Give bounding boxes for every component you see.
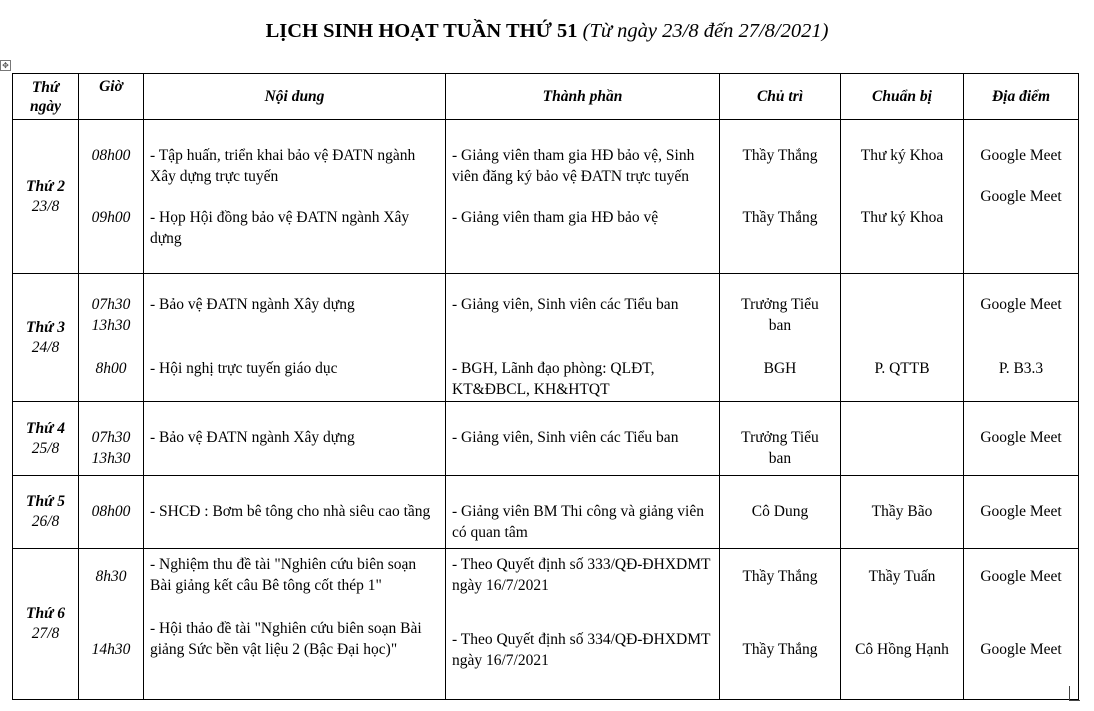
time-value: 8h30: [95, 568, 127, 585]
content-cell: [144, 120, 446, 274]
content-text: - SHCĐ : Bơm bê tông cho nhà siêu cao tầng: [150, 503, 431, 520]
location-text: Google Meet: [980, 188, 1062, 205]
day-date: 25/8: [31, 439, 60, 457]
table-row: [13, 549, 1079, 700]
header-content: Nội dung: [144, 74, 446, 120]
prepare-cell: [841, 402, 964, 476]
content-cell: [144, 402, 446, 476]
host-cell: [720, 549, 841, 700]
participants-text: - Giảng viên tham gia HĐ bảo vệ, Sinh viên đăng ký bảo vệ ĐATN trực tuyến: [452, 147, 695, 185]
content-text: - Họp Hội đồng bảo vệ ĐATN ngành Xây dựng: [150, 209, 410, 247]
host-text: Thầy Thắng: [742, 147, 818, 164]
day-cell: [13, 120, 79, 274]
participants-cell: [446, 549, 720, 700]
header-row: [13, 74, 1079, 120]
host-text: Trưởng Tiểu ban: [741, 296, 819, 334]
content-text: - Bảo vệ ĐATN ngành Xây dựng: [150, 429, 355, 446]
header-time: Giờ: [79, 74, 144, 120]
participants-cell: [446, 120, 720, 274]
day-label: Thứ 2: [26, 177, 65, 195]
participants-text: - Giảng viên BM Thi công và giảng viên có quan tâm: [452, 503, 704, 541]
participants-text: - Giảng viên tham gia HĐ bảo vệ: [452, 209, 659, 226]
host-cell: [720, 120, 841, 274]
content-text: - Hội nghị trực tuyến giáo dục: [150, 360, 338, 377]
location-cell: [964, 120, 1079, 274]
header-participants: Thành phần: [446, 74, 720, 120]
table-row: [13, 274, 1079, 402]
location-cell: [964, 476, 1079, 549]
prepare-text: P. QTTB: [874, 360, 930, 377]
table-move-handle-icon[interactable]: ✥: [0, 60, 11, 71]
participants-cell: [446, 402, 720, 476]
day-date: 26/8: [31, 513, 60, 530]
day-date: 23/8: [31, 197, 60, 215]
participants-cell: [446, 274, 720, 402]
content-cell: [144, 549, 446, 700]
prepare-cell: [841, 120, 964, 274]
host-text: Trưởng Tiểu ban: [741, 429, 819, 467]
prepare-text: Cô Hồng Hạnh: [855, 641, 949, 658]
schedule-table: [12, 73, 1079, 700]
prepare-cell: [841, 476, 964, 549]
content-cell: [144, 274, 446, 402]
time-value: 09h00: [91, 209, 131, 226]
day-cell: [13, 402, 79, 476]
table-row: [13, 402, 1079, 476]
header-location: Địa điểm: [964, 74, 1079, 120]
participants-text: - BGH, Lãnh đạo phòng: QLĐT, KT&ĐBCL, KH&HTQT: [452, 360, 655, 398]
location-cell: [964, 549, 1079, 700]
time-value: 08h00: [91, 147, 131, 164]
day-cell: [13, 274, 79, 402]
prepare-text: Thư ký Khoa: [860, 209, 944, 226]
day-label: Thứ 5: [26, 493, 65, 510]
header-host: Chủ trì: [720, 74, 841, 120]
table-resize-handle-icon[interactable]: [1069, 686, 1080, 701]
table-row: [13, 120, 1079, 274]
day-cell: [13, 549, 79, 700]
time-value: 07h30: [91, 429, 131, 446]
time-cell: [79, 274, 144, 402]
host-text: Thầy Thắng: [742, 568, 818, 585]
time-cell: [79, 120, 144, 274]
host-cell: [720, 476, 841, 549]
participants-text: - Theo Quyết định số 334/QĐ-ĐHXDMT ngày 16/7/2021: [452, 631, 711, 669]
location-text: P. B3.3: [998, 360, 1044, 377]
location-text: Google Meet: [980, 568, 1062, 585]
header-day: Thứ ngày: [13, 74, 79, 120]
location-cell: [964, 402, 1079, 476]
location-text: Google Meet: [980, 641, 1062, 658]
day-date: 24/8: [31, 338, 60, 356]
title-date-range: (Từ ngày 23/8 đến 27/8/2021): [582, 20, 829, 42]
content-text: - Bảo vệ ĐATN ngành Xây dựng: [150, 296, 355, 313]
content-text: - Tập huấn, triển khai bảo vệ ĐATN ngành Xây dựng trực tuyến: [150, 147, 416, 185]
participants-text: - Giảng viên, Sinh viên các Tiểu ban: [452, 429, 679, 446]
content-text: - Hội thảo đề tài "Nghiên cứu biên soạn Bài giảng Sức bền vật liệu 2 (Bậc Đại học)": [150, 620, 422, 658]
location-text: Google Meet: [980, 296, 1062, 313]
participants-text: - Theo Quyết định số 333/QĐ-ĐHXDMT ngày 16/7/2021: [452, 556, 711, 594]
prepare-cell: [841, 274, 964, 402]
time-value: 07h30: [91, 296, 131, 313]
header-prepare: Chuẩn bị: [841, 74, 964, 120]
day-cell: [13, 476, 79, 549]
page-title: [0, 20, 1094, 43]
host-cell: [720, 402, 841, 476]
title-main: LỊCH SINH HOẠT TUẦN THỨ 51: [265, 20, 578, 42]
host-text: BGH: [763, 360, 797, 377]
host-text: Thầy Thắng: [742, 209, 818, 226]
location-text: Google Meet: [980, 503, 1062, 520]
content-cell: [144, 476, 446, 549]
host-text: Cô Dung: [751, 503, 809, 520]
time-value: 14h30: [91, 641, 131, 658]
content-text: - Nghiệm thu đề tài "Nghiên cứu biên soạn Bài giảng kết câu Bê tông cốt thép 1": [150, 556, 417, 594]
participants-cell: [446, 476, 720, 549]
time-cell: [79, 549, 144, 700]
day-label: Thứ 3: [26, 318, 65, 336]
time-cell: [79, 402, 144, 476]
host-text: Thầy Thắng: [742, 641, 818, 658]
location-cell: [964, 274, 1079, 402]
location-text: Google Meet: [980, 147, 1062, 164]
day-label: Thứ 4: [26, 419, 65, 437]
prepare-text: Thầy Tuấn: [868, 568, 936, 585]
time-value: 13h30: [91, 450, 131, 467]
day-label: Thứ 6: [26, 605, 65, 622]
participants-text: - Giảng viên, Sinh viên các Tiểu ban: [452, 296, 679, 313]
prepare-cell: [841, 549, 964, 700]
prepare-text: Thư ký Khoa: [860, 147, 944, 164]
time-value: 13h30: [91, 317, 131, 334]
table-row: [13, 476, 1079, 549]
day-date: 27/8: [31, 625, 60, 642]
host-cell: [720, 274, 841, 402]
time-value: 8h00: [95, 360, 127, 377]
time-cell: [79, 476, 144, 549]
time-value: 08h00: [91, 503, 131, 520]
location-text: Google Meet: [980, 429, 1062, 446]
prepare-text: Thầy Bão: [871, 503, 933, 520]
